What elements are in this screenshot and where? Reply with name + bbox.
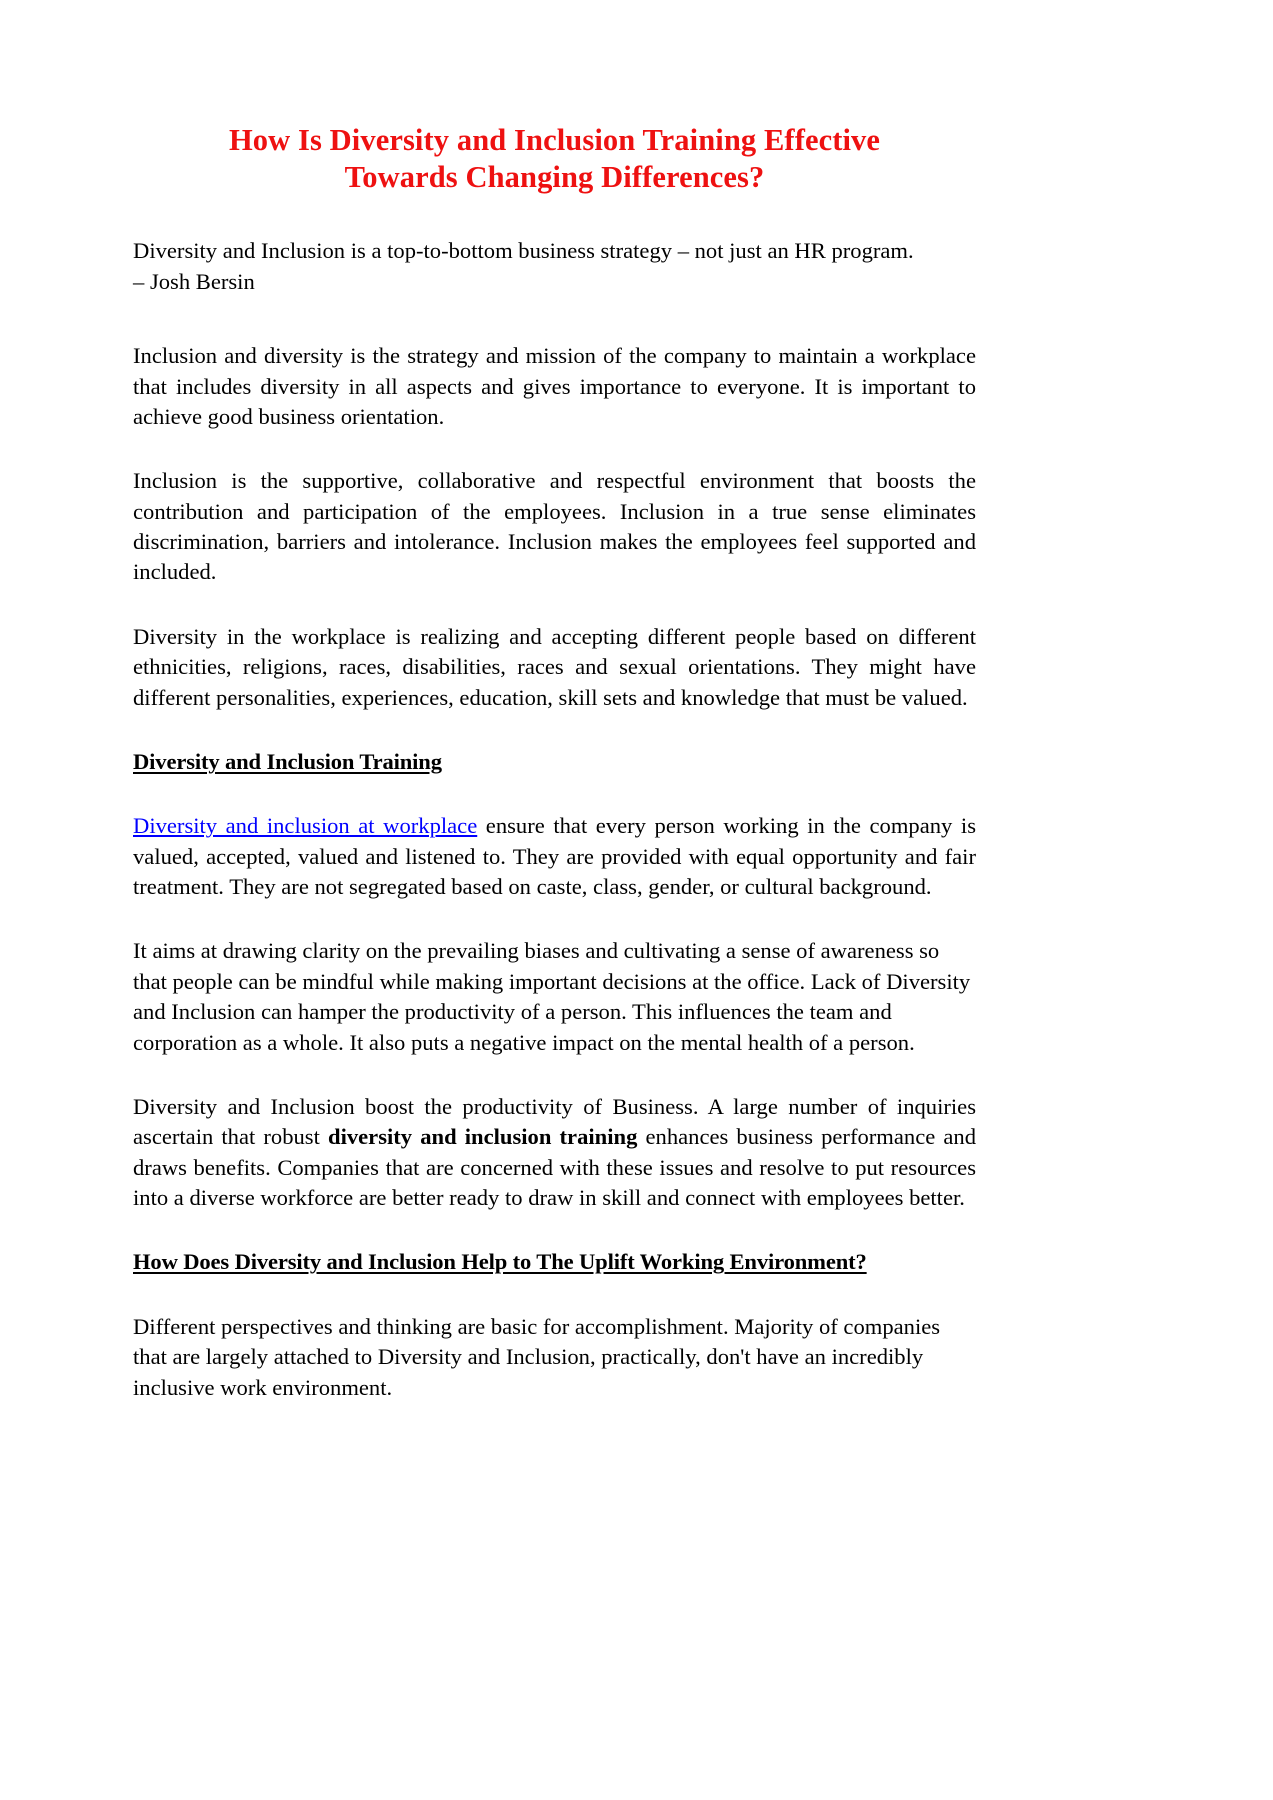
section-heading-uplift-working-environment: How Does Diversity and Inclusion Help to The Uplift Working Environment? (133, 1249, 867, 1275)
quote-attribution: – Josh Bersin (133, 268, 255, 294)
paragraph-business-productivity-part-2: enhances business performance and draws benefits. Companies that are concerned with these issues and resolve to put resources into a diverse workforce are better ready to draw in skill and connect with employees better. (133, 1124, 976, 1211)
spacer (133, 1213, 976, 1247)
paragraph-inclusion-definition: Inclusion is the supportive, collaborative and respectful environment that boosts the contribution and participation of the employees. Inclusion in a true sense eliminates discrimination, barriers and intolerance. Inclusion makes the employees feel supported and included. (133, 468, 976, 585)
spacer (133, 902, 976, 936)
section-heading-diversity-inclusion-training: Diversity and Inclusion Training (133, 748, 442, 774)
document-body (133, 122, 976, 1403)
paragraph-business-productivity (133, 1092, 976, 1214)
page-title-line-1: How Is Diversity and Inclusion Training Effective (228, 123, 881, 157)
paragraph-workplace-link (133, 811, 976, 902)
spacer (133, 1278, 976, 1312)
spacer (133, 432, 976, 466)
paragraph-inclusion-diversity-strategy: Inclusion and diversity is the strategy and mission of the company to maintain a workplace that includes diversity in all aspects and gives importance to everyone. It is important to achieve good business orientation. (133, 343, 976, 429)
spacer (133, 713, 976, 747)
page-title (133, 122, 976, 196)
page-title-line-2: Towards Changing Differences? (344, 160, 765, 195)
paragraph-different-perspectives: Different perspectives and thinking are basic for accomplishment. Majority of companies that are largely attached to Diversity and Inclusion, practically, don't have an incredibly inclusive work environment. (133, 1313, 941, 1400)
spacer (133, 777, 976, 811)
link-diversity-and-inclusion-at-workplace[interactable]: Diversity and inclusion at workplace (133, 813, 478, 839)
emphasis-diversity-and-inclusion-training: diversity and inclusion training (328, 1124, 638, 1150)
spacer (133, 588, 976, 622)
paragraph-biases-awareness: It aims at drawing clarity on the prevailing biases and cultivating a sense of awareness so that people can be mindful while making important decisions at the office. Lack of Diversity and Inclusion can hamper the productivity of a person. This influences the team and corporation as a whole. It also puts a negative impact on the mental health of a person. (133, 938, 971, 1055)
spacer (133, 1058, 976, 1092)
quote-line-1: Diversity and Inclusion is a top-to-bottom business strategy – not just an HR program. (133, 238, 914, 264)
spacer (133, 196, 976, 236)
paragraph-diversity-definition: Diversity in the workplace is realizing and accepting different people based on different ethnicities, religions, races, disabilities, races and sexual orientations. They might have different personalities, experiences, education, skill sets and knowledge that must be valued. (133, 623, 976, 710)
paragraph-workplace-rest: ensure that every person working in the company is valued, accepted, valued and listened to. They are provided with equal opportunity and fair treatment. They are not segregated based on caste, class, gender, or cultural background. (133, 813, 976, 900)
paragraph-business-productivity-part-1: Diversity and Inclusion boost the productivity of Business. A large number of inquiries ascertain that robust (133, 1093, 976, 1150)
spacer (133, 297, 976, 341)
